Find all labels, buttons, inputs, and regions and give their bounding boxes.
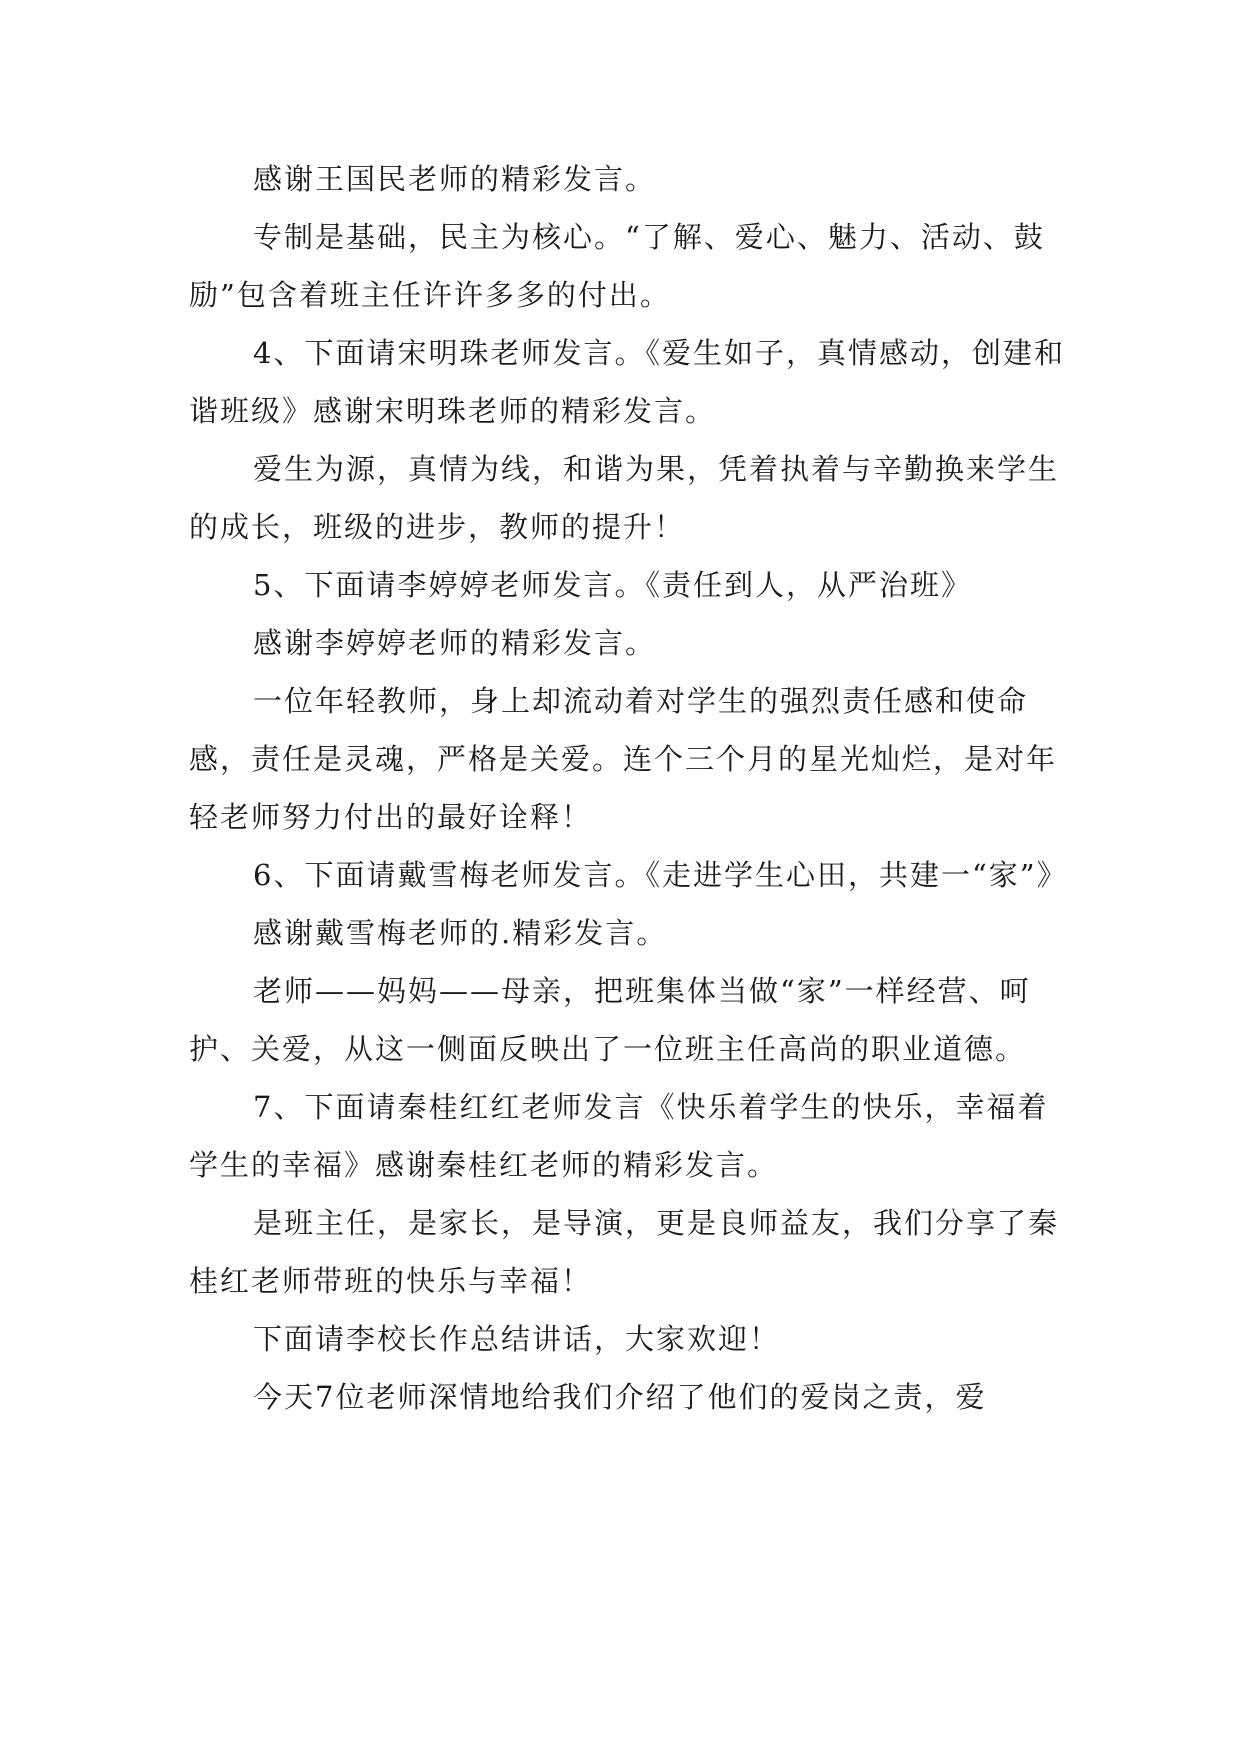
- paragraph: 5、下面请李婷婷老师发言。《责任到人，从严治班》: [253, 568, 972, 602]
- paragraph: 老师——妈妈——母亲，把班集体当做“家”一样经营、呵护、关爱，从这一侧面反映出了一位班主任高尚的职业道德。: [189, 974, 1031, 1066]
- paragraph: 4、下面请宋明珠老师发言。《爱生如子，真情感动，创建和谐班级》感谢宋明珠老师的精彩发言。: [189, 336, 1065, 428]
- paragraph: 今天7位老师深情地给我们介绍了他们的爱岗之责，爱: [253, 1380, 987, 1414]
- paragraph: 感谢戴雪梅老师的.精彩发言。: [253, 916, 668, 950]
- paragraph: 6、下面请戴雪梅老师发言。《走进学生心田，共建一“家”》: [253, 858, 1068, 892]
- paragraph: 下面请李校长作总结讲话，大家欢迎！: [253, 1322, 781, 1356]
- paragraph: 感谢王国民老师的精彩发言。: [253, 162, 657, 196]
- document-body: [189, 150, 1069, 1426]
- paragraph: 是班主任，是家长，是导演，更是良师益友，我们分享了秦桂红老师带班的快乐与幸福！: [189, 1206, 1060, 1298]
- paragraph: 一位年轻教师，身上却流动着对学生的强烈责任感和使命感，责任是灵魂，严格是关爱。连个三个月的星光灿烂，是对年轻老师努力付出的最好诠释！: [189, 684, 1058, 834]
- paragraph: 7、下面请秦桂红红老师发言《快乐着学生的快乐，幸福着学生的幸福》感谢秦桂红老师的精彩发言。: [189, 1090, 1049, 1182]
- paragraph: 专制是基础，民主为核心。“了解、爱心、魅力、活动、鼓励”包含着班主任许许多多的付出。: [189, 220, 1045, 312]
- paragraph: 感谢李婷婷老师的精彩发言。: [253, 626, 657, 660]
- paragraph: 爱生为源，真情为线，和谐为果，凭着执着与辛勤换来学生的成长，班级的进步，教师的提升！: [189, 452, 1060, 544]
